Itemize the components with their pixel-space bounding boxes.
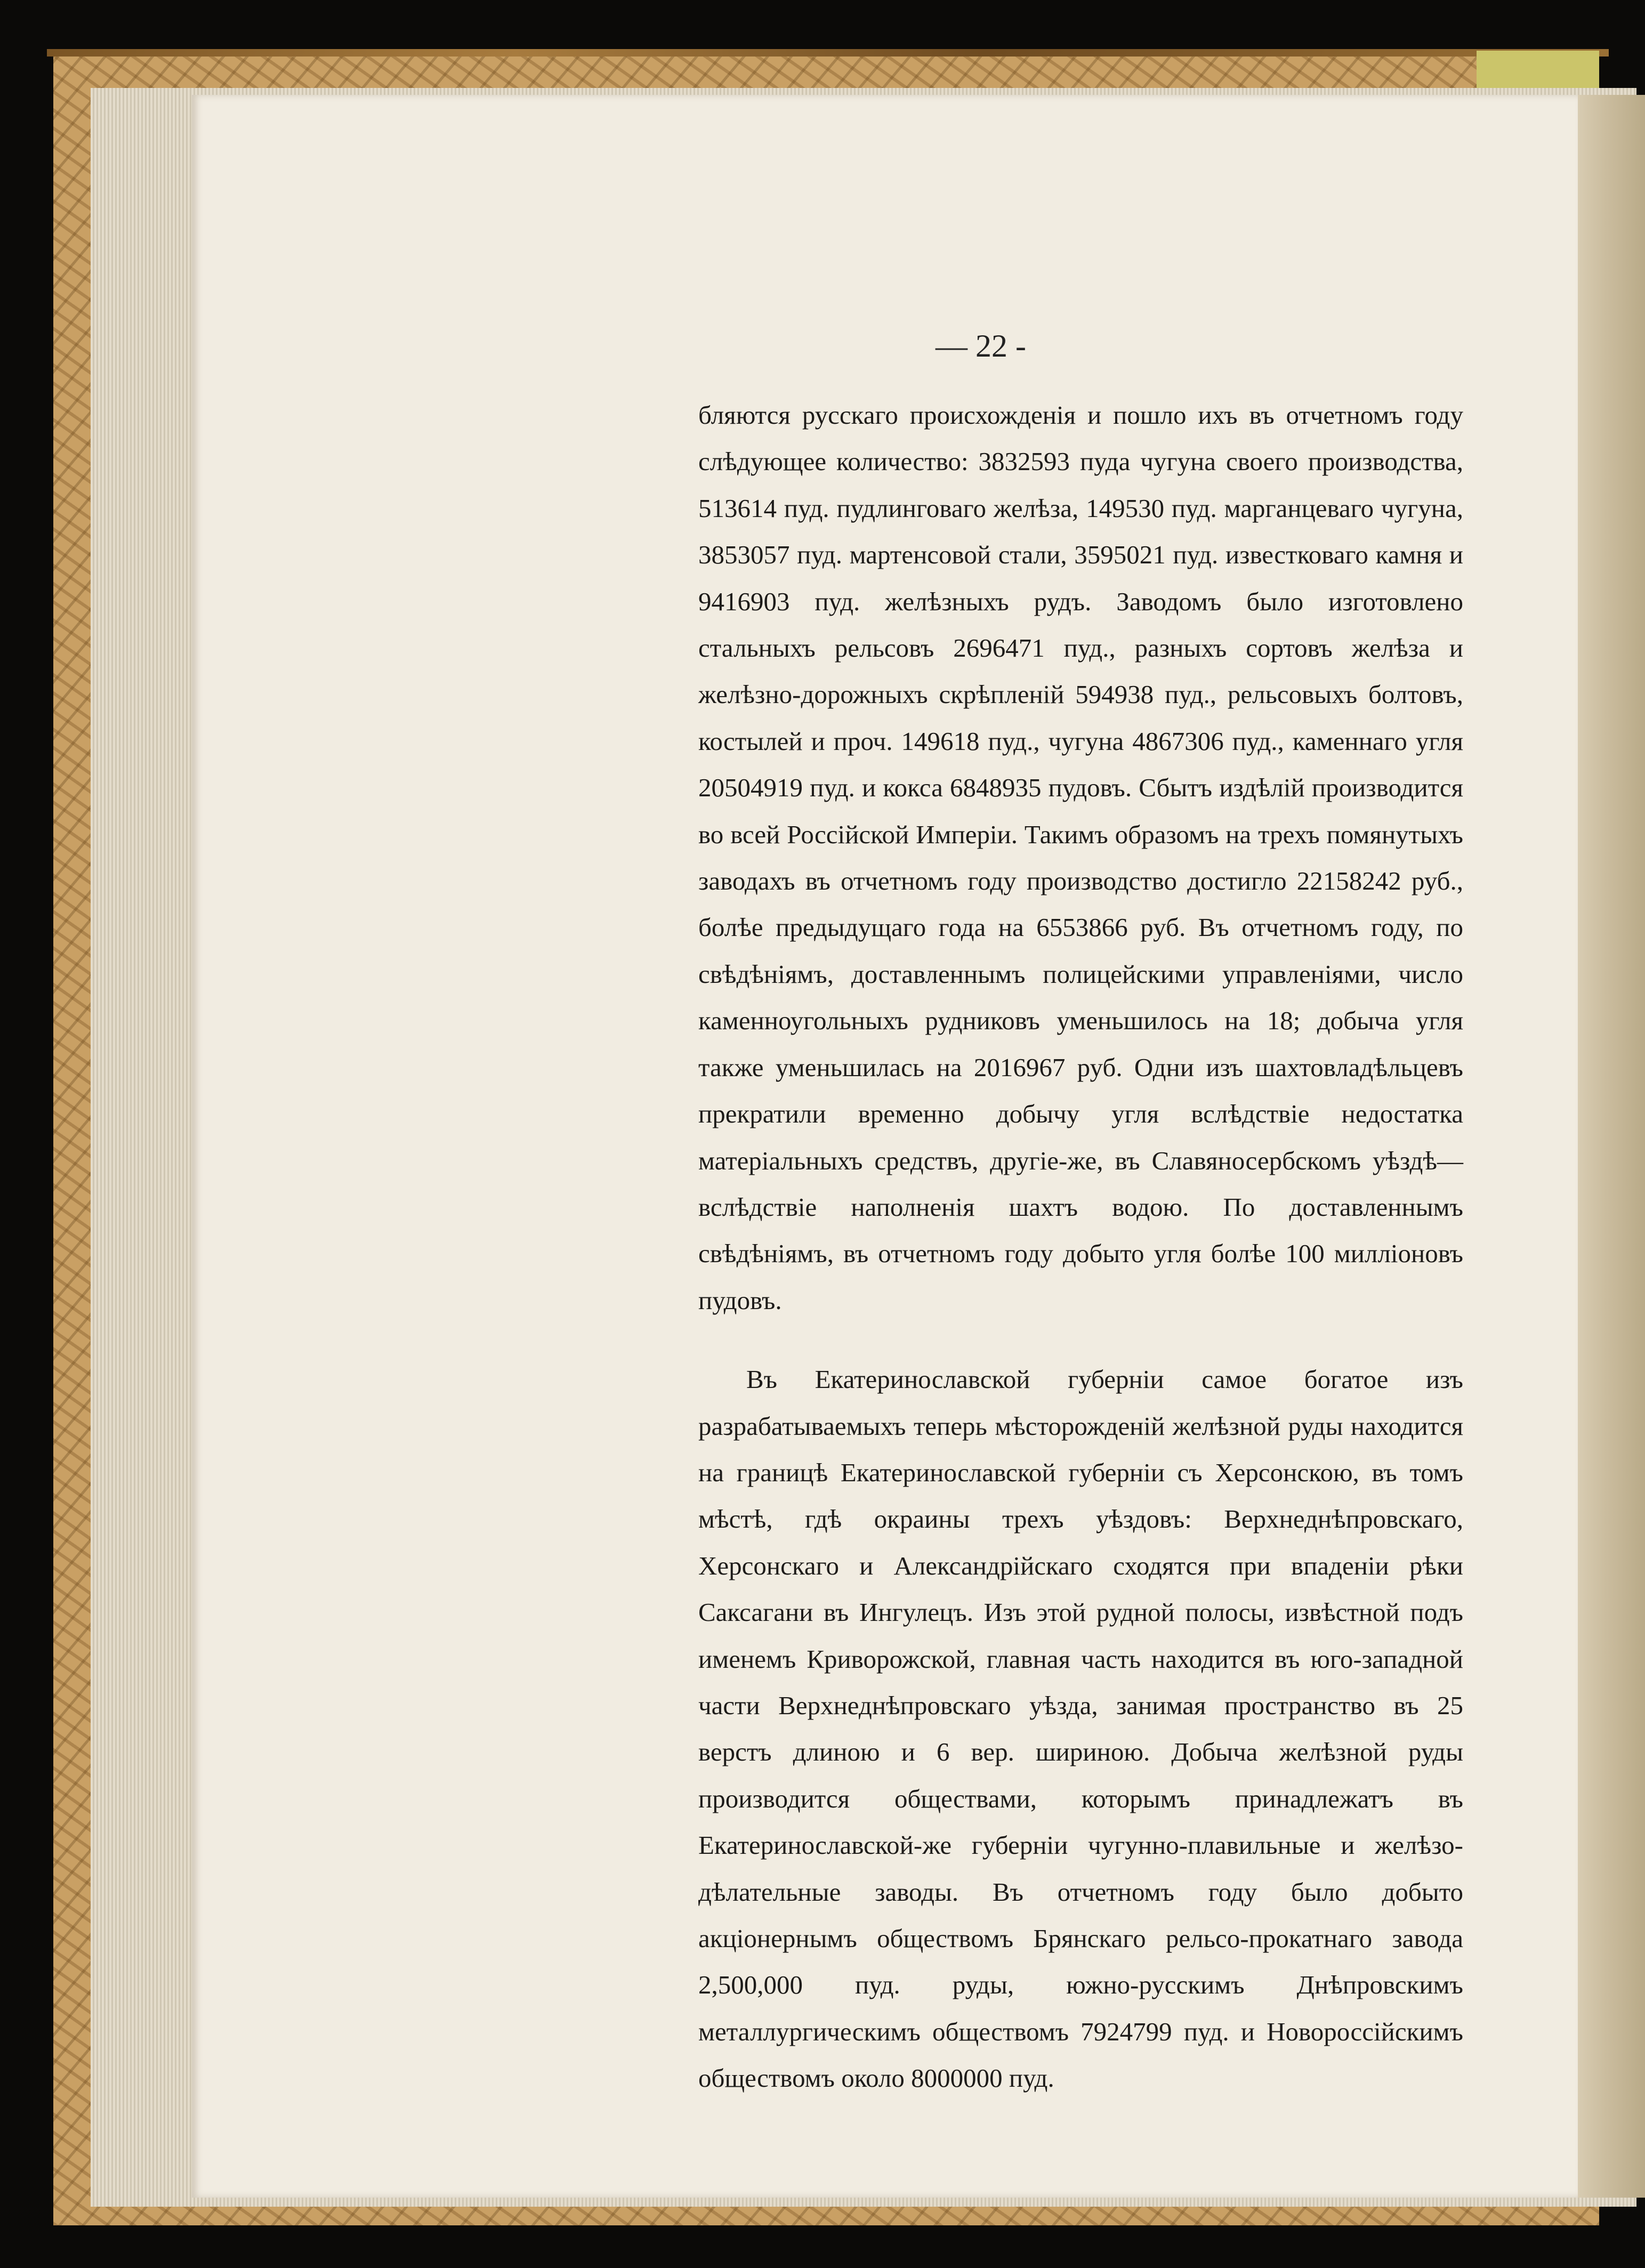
paragraph-1: бляются русскаго происхожденія и пошло ихъ въ отчетномъ году слѣдующее количество: 3832593 пуда чугуна своего производства, 513614 пуд. пудлинговаго желѣза, 149530 пуд. марганцеваго чугуна, 3853057 пуд. мартенсовой стали, 3595021 пуд. известковаго камня и 9416903 пуд. желѣзныхъ рудъ. Заводомъ было изготовлено стальныхъ рельсовъ 2696471 пуд., разныхъ сортовъ желѣза и желѣзно-дорожныхъ скрѣпленій 594938 пуд., рельсовыхъ болтовъ, костылей и проч. 149618 пуд., чугуна 4867306 пуд., каменнаго угля 20504919 пуд. и кокса 6848935 пудовъ. Сбытъ издѣлій производится во всей Россійской Имперіи. Такимъ образомъ на трехъ помянутыхъ заводахъ въ отчетномъ году производство достигло 22158242 руб., болѣе предыдущаго года на 6553866 руб. Въ отчетномъ году, по свѣдѣніямъ, доставленнымъ полицейскими управленіями, число каменноугольныхъ рудниковъ уменьшилось на 18; добыча угля также уменьшилась на 2016967 руб. Одни изъ шахтовладѣльцевъ прекратили временно добычу угля вслѣдствіе недостатка матеріальныхъ средствъ, другіе-же, въ Славяносербскомъ уѣздѣ—вслѣдствіе наполненія шахтъ водою. По доставленнымъ свѣдѣніямъ, въ отчетномъ году добыто угля болѣе 100 милліоновъ пудовъ. xyxy=(698,400,1463,1315)
page-body-text xyxy=(698,392,1463,2102)
next-page-edge xyxy=(1578,95,1645,2198)
cover-top-edge xyxy=(47,49,1609,57)
cover-label-strip xyxy=(1477,51,1599,93)
paragraph-2: Въ Екатеринославской губерніи самое богатое изъ разрабатываемыхъ теперь мѣсторожденій желѣзной руды находится на границѣ Екатеринославской губерніи съ Херсонскою, въ томъ мѣстѣ, гдѣ окраины трехъ уѣздовъ: Верхнеднѣпровскаго, Херсонскаго и Александрійскаго сходятся при впаденіи рѣки Саксагани въ Ингулецъ. Изъ этой рудной полосы, извѣстной подъ именемъ Криворожской, главная часть находится въ юго-западной части Верхнеднѣпровскаго уѣзда, занимая пространство въ 25 верстъ длиною и 6 вер. шириною. Добыча желѣзной руды производится обществами, которымъ принадлежатъ въ Екатеринославской-же губерніи чугунно-плавильные и желѣзо-дѣлательные заводы. Въ отчетномъ году было добыто акціонернымъ обществомъ Брянскаго рельсо-прокатнаго завода 2,500,000 пуд. руды, южно-русскимъ Днѣпровскимъ металлургическимъ обществомъ 7924799 пуд. и Новороссійскимъ обществомъ около 8000000 пуд. xyxy=(698,1365,1463,2093)
page-number: — 22 - xyxy=(936,328,1026,364)
